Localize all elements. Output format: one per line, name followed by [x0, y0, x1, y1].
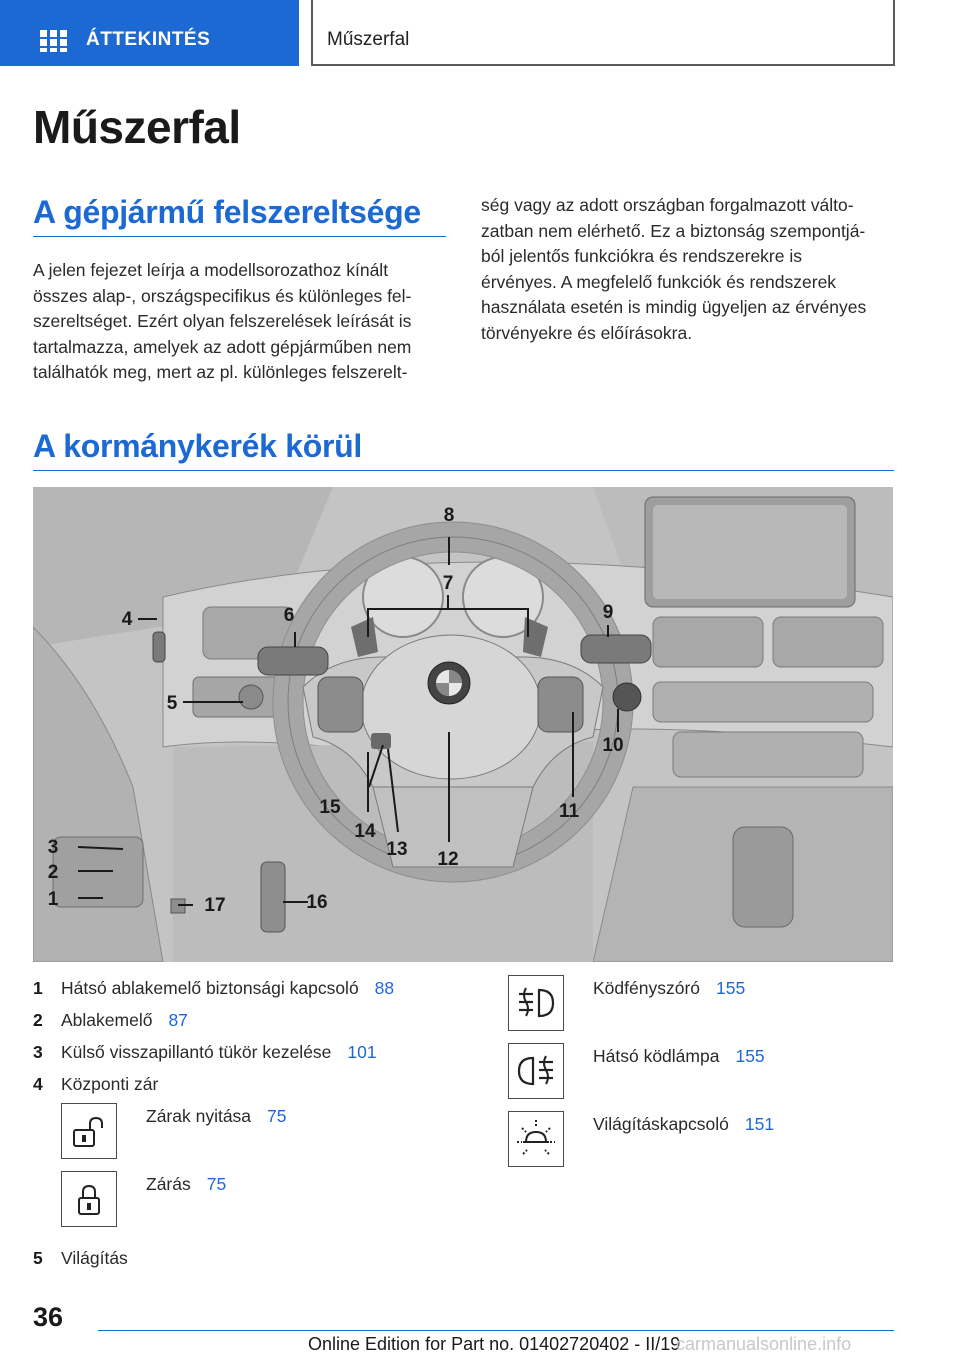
legend-text: Ködfényszóró — [593, 978, 701, 998]
grid-icon — [40, 30, 68, 52]
legend-text: Hátsó ködlámpa — [593, 1046, 720, 1066]
breadcrumb-text: Műszerfal — [327, 29, 410, 50]
legend-sub-unlock — [146, 1106, 287, 1127]
legend-right — [508, 975, 898, 1175]
section-rule — [33, 470, 894, 471]
text-line: használata esetén is mindig ügyeljen az érvényes — [481, 297, 867, 317]
legend-num: 4 — [33, 1074, 43, 1094]
text-line: érvényes. A megfelelő funkciók és rendszerek — [481, 271, 837, 292]
page-number: 36 — [33, 1302, 64, 1332]
section-title-equipment: A gépjármű felszereltsége — [33, 194, 421, 230]
callout-8: 8 — [443, 505, 455, 526]
page-ref-link[interactable]: 151 — [744, 1114, 775, 1134]
front-fog-light-icon — [509, 976, 563, 1030]
legend-text: Hátsó ablakemelő biztonsági kapcsoló — [61, 978, 359, 998]
light-switch-icon-box — [508, 1111, 564, 1167]
section-tab-label: ÁTTEKINTÉS — [86, 29, 211, 50]
page-ref-link[interactable]: 155 — [735, 1046, 765, 1066]
text-line: összes alap-, országspecifikus és különleges fel‐ — [33, 285, 412, 306]
legend-num: 2 — [33, 1010, 43, 1030]
legend-left — [33, 976, 473, 1276]
page-title: Műszerfal — [33, 101, 241, 153]
callout-17: 17 — [204, 895, 226, 916]
text-line: szereltséget. Ezért olyan felszerelések leírását is — [33, 311, 412, 331]
legend-item-2 — [61, 1010, 188, 1031]
callout-2: 2 — [47, 862, 59, 883]
rear-fog-icon-box — [508, 1043, 564, 1099]
callout-1: 1 — [47, 889, 59, 910]
page-ref-link[interactable]: 75 — [206, 1174, 227, 1194]
legend-front-fog — [593, 978, 745, 999]
legend-text: Ablakemelő — [61, 1010, 153, 1030]
text-line: tartalmazza, amelyek az adott gépjárműben nem — [33, 336, 412, 357]
unlock-icon-box — [61, 1103, 117, 1159]
lock-icon — [62, 1172, 116, 1226]
page-ref-link[interactable]: 75 — [267, 1106, 287, 1126]
unlock-icon — [62, 1104, 116, 1158]
text-line: törvényekre és előírásokra. — [481, 322, 693, 343]
callout-5: 5 — [166, 693, 178, 714]
callout-15: 15 — [319, 797, 341, 818]
legend-item-5: Világítás — [61, 1248, 128, 1268]
rear-fog-light-icon — [509, 1044, 563, 1098]
text-line: ból jelentős funkciókra és rendszerekre is — [481, 246, 802, 266]
paragraph-col2 — [481, 193, 866, 346]
page-ref-link[interactable]: 87 — [168, 1010, 188, 1030]
legend-sub-lock — [146, 1174, 226, 1195]
callout-6: 6 — [283, 605, 295, 626]
lock-icon-box — [61, 1171, 117, 1227]
callout-13: 13 — [386, 839, 408, 860]
legend-num: 1 — [33, 978, 43, 998]
legend-num: 5 — [33, 1248, 43, 1268]
callout-12: 12 — [437, 849, 459, 870]
breadcrumb — [311, 0, 895, 66]
footer-rule — [98, 1330, 894, 1331]
legend-text: Külső visszapillantó tükör kezelése — [61, 1042, 332, 1062]
legend-item-1 — [61, 978, 394, 999]
page-ref-link[interactable]: 101 — [347, 1042, 377, 1062]
callout-9: 9 — [602, 602, 614, 623]
legend-text: Zárás — [146, 1174, 191, 1194]
callout-14: 14 — [354, 821, 376, 842]
legend-text: Zárak nyitása — [146, 1106, 252, 1126]
section-tab[interactable] — [0, 0, 299, 66]
callout-11: 11 — [558, 801, 580, 822]
legend-item-4 — [61, 1074, 158, 1095]
legend-light-switch — [593, 1114, 774, 1135]
callout-4: 4 — [121, 609, 133, 630]
cockpit-illustration — [33, 487, 893, 962]
callout-3: 3 — [47, 837, 59, 858]
text-line: ség vagy az adott országban forgalmazott válto‐ — [481, 195, 854, 215]
section-rule — [33, 236, 446, 237]
watermark: carmanualsonline.info — [676, 1334, 852, 1354]
legend-num: 3 — [33, 1042, 43, 1062]
page-ref-link[interactable]: 155 — [716, 978, 746, 998]
callout-16: 16 — [306, 892, 328, 913]
footer-edition: Online Edition for Part no. 01402720402 - II/19 — [308, 1334, 681, 1354]
paragraph-col1 — [33, 258, 411, 386]
page-ref-link[interactable]: 88 — [374, 978, 395, 998]
legend-item-3 — [61, 1042, 377, 1063]
light-switch-icon — [509, 1112, 563, 1166]
text-line: A jelen fejezet leírja a modellsorozathoz kínált — [33, 260, 389, 280]
legend-rear-fog — [593, 1046, 765, 1067]
front-fog-icon-box — [508, 975, 564, 1031]
legend-text: Világításkapcsoló — [593, 1114, 729, 1134]
section-title-steering: A kormánykerék körül — [33, 428, 362, 464]
callout-7: 7 — [442, 573, 454, 594]
callout-10: 10 — [602, 735, 624, 756]
text-line: találhatók meg, mert az pl. különleges felszerelt‐ — [33, 362, 408, 382]
legend-text: Központi zár — [61, 1074, 159, 1094]
text-line: zatban nem elérhető. Ez a biztonság szempontjá‐ — [481, 220, 866, 241]
